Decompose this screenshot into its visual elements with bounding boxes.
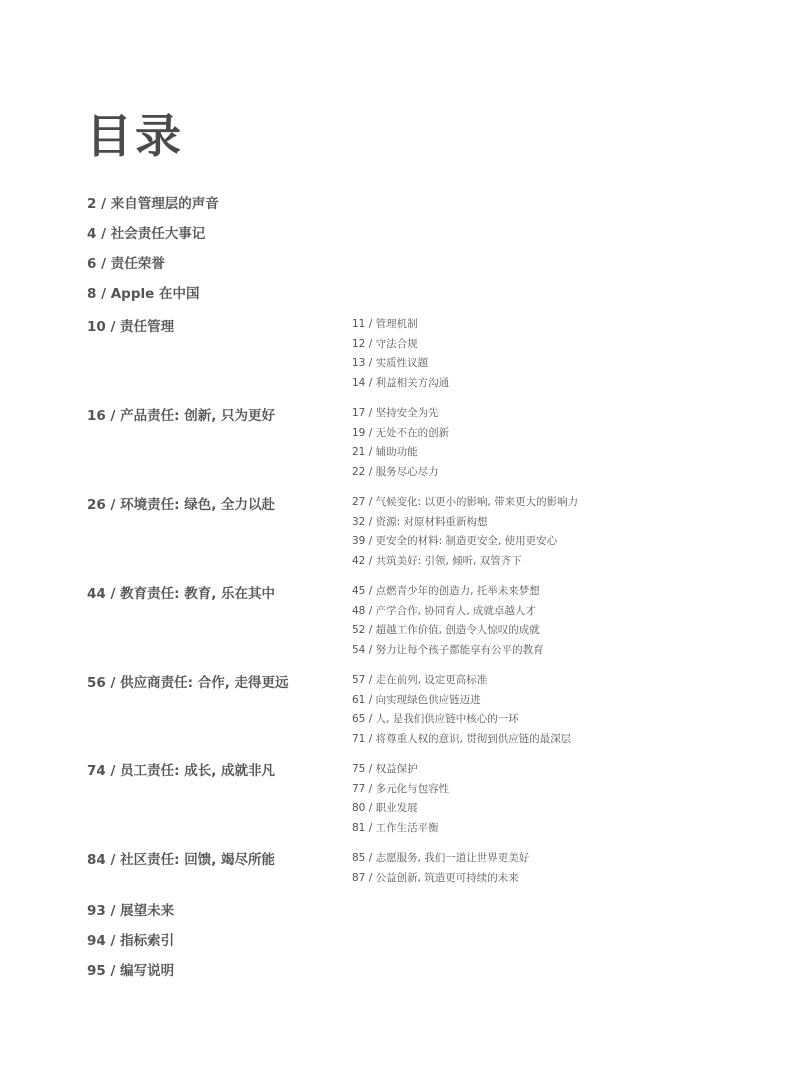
page-title: 目录 bbox=[86, 109, 184, 163]
toc-subsection-item[interactable]: 85 / 志愿服务, 我们一道让世界更美好 bbox=[352, 852, 530, 864]
toc-subsection-list bbox=[352, 315, 449, 393]
toc-subsection-item[interactable]: 81 / 工作生活平衡 bbox=[352, 821, 439, 834]
toc-entry[interactable]: 95 / 编写说明 bbox=[87, 963, 175, 979]
toc-subsection-item[interactable]: 52 / 超越工作价值, 创造令人惊叹的成就 bbox=[352, 624, 540, 636]
toc-section-heading[interactable]: 26 / 环境责任: 绿色, 全力以赴 bbox=[87, 497, 276, 513]
toc-subsection-item[interactable]: 65 / 人, 是我们供应链中核心的一环 bbox=[352, 713, 519, 725]
toc-subsection-item[interactable]: 45 / 点燃青少年的创造力, 托举未来梦想 bbox=[352, 585, 540, 597]
toc-entry[interactable]: 4 / 社会责任大事记 bbox=[87, 226, 206, 242]
toc-entry[interactable]: 6 / 责任荣誉 bbox=[87, 256, 165, 272]
toc-subsection-item[interactable]: 12 / 守法合规 bbox=[352, 337, 418, 350]
toc-subsection-item[interactable]: 17 / 坚持安全为先 bbox=[352, 407, 439, 419]
toc-section-heading[interactable]: 16 / 产品责任: 创新, 只为更好 bbox=[87, 408, 276, 424]
toc-subsection-list bbox=[352, 760, 449, 838]
toc-subsection-item[interactable]: 22 / 服务尽心尽力 bbox=[352, 465, 439, 478]
toc-subsection-item[interactable]: 80 / 职业发展 bbox=[352, 802, 418, 814]
toc-entry[interactable]: 93 / 展望未来 bbox=[87, 903, 175, 919]
toc-section-heading[interactable]: 56 / 供应商责任: 合作, 走得更远 bbox=[87, 675, 289, 691]
toc-subsection-item[interactable]: 48 / 产学合作, 协同育人, 成就卓越人才 bbox=[352, 604, 536, 617]
toc-subsection-item[interactable]: 87 / 公益创新, 筑造更可持续的未来 bbox=[352, 871, 519, 884]
toc-subsection-list bbox=[352, 671, 571, 749]
toc-subsection-list bbox=[352, 849, 529, 888]
toc-subsection-item[interactable]: 75 / 权益保护 bbox=[352, 763, 418, 775]
toc-subsection-item[interactable]: 27 / 气候变化: 以更小的影响, 带来更大的影响力 bbox=[352, 496, 579, 508]
toc-section-heading[interactable]: 84 / 社区责任: 回馈, 竭尽所能 bbox=[87, 852, 276, 868]
toc-subsection-list bbox=[352, 582, 544, 660]
toc-subsection-item[interactable]: 11 / 管理机制 bbox=[352, 318, 418, 330]
toc-subsection-item[interactable]: 21 / 辅助功能 bbox=[352, 446, 418, 458]
toc-subsection-item[interactable]: 19 / 无处不在的创新 bbox=[352, 426, 450, 439]
toc-subsection-item[interactable]: 61 / 向实现绿色供应链迈进 bbox=[352, 693, 481, 706]
toc-entry[interactable]: 94 / 指标索引 bbox=[87, 933, 175, 949]
toc-subsection-item[interactable]: 13 / 实质性议题 bbox=[352, 357, 429, 369]
toc-section-heading[interactable]: 44 / 教育责任: 教育, 乐在其中 bbox=[87, 586, 276, 602]
toc-subsection-item[interactable]: 42 / 共筑美好: 引领, 倾听, 双管齐下 bbox=[352, 554, 522, 567]
toc-entry[interactable]: 2 / 来自管理层的声音 bbox=[87, 196, 219, 212]
toc-section-heading[interactable]: 10 / 责任管理 bbox=[87, 319, 175, 335]
toc-subsection-item[interactable]: 71 / 将尊重人权的意识, 贯彻到供应链的最深层 bbox=[352, 732, 572, 745]
toc-section-heading[interactable]: 74 / 员工责任: 成长, 成就非凡 bbox=[87, 763, 276, 779]
toc-entry[interactable]: 8 / Apple 在中国 bbox=[87, 286, 200, 302]
toc-subsection-list bbox=[352, 404, 449, 482]
toc-subsection-item[interactable]: 14 / 利益相关方沟通 bbox=[352, 376, 450, 389]
toc-subsection-item[interactable]: 54 / 努力让每个孩子都能享有公平的教育 bbox=[352, 643, 544, 656]
toc-subsection-item[interactable]: 77 / 多元化与包容性 bbox=[352, 782, 450, 795]
toc-subsection-item[interactable]: 39 / 更安全的材料: 制造更安全, 使用更安心 bbox=[352, 535, 558, 547]
toc-subsection-item[interactable]: 32 / 资源: 对原材料重新构想 bbox=[352, 515, 488, 528]
toc-subsection-item[interactable]: 57 / 走在前列, 设定更高标准 bbox=[352, 674, 488, 686]
toc-subsection-list bbox=[352, 493, 578, 571]
